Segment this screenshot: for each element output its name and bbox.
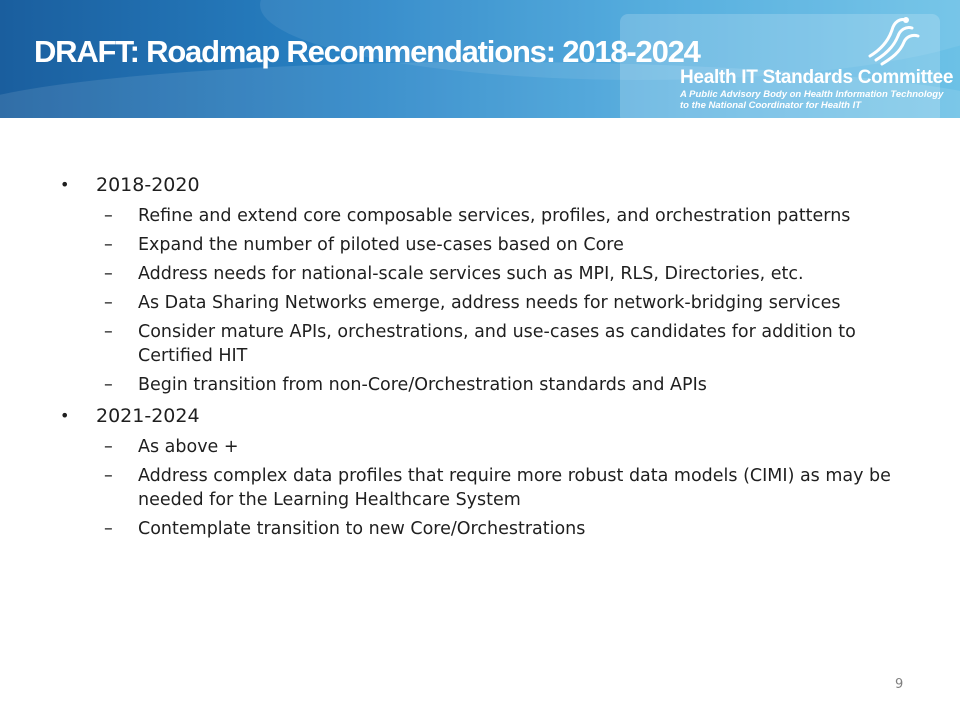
sub-bullet [60,233,898,257]
bullet-heading-text: 2021-2024 [96,405,200,427]
bullet-dot-icon: • [60,175,70,194]
dash-icon: – [104,264,113,284]
dash-icon: – [104,519,113,539]
committee-subtitle-line: A Public Advisory Body on Health Information Technology [680,89,944,100]
dash-icon: – [104,293,113,313]
bullet-heading [60,403,920,429]
dash-icon: – [104,437,113,457]
committee-name: Health IT Standards Committee [680,67,954,88]
sub-bullet [60,464,898,512]
sub-bullet-text: Contemplate transition to new Core/Orchestrations [138,519,586,539]
dash-icon: – [104,206,113,226]
sub-bullet-text: Expand the number of piloted use-cases based on Core [138,235,624,255]
sub-bullet [60,373,898,397]
sub-bullet [60,320,898,368]
sub-bullet [60,262,898,286]
sub-bullet-text: Refine and extend core composable services, profiles, and orchestration patterns [138,206,851,226]
sub-bullet-text: Address needs for national-scale services such as MPI, RLS, Directories, etc. [138,264,804,284]
dash-icon: – [104,466,113,486]
bullet-dot-icon: • [60,406,70,425]
slide-body [60,172,920,547]
dash-icon: – [104,375,113,395]
sub-bullet [60,291,898,315]
slide-title: DRAFT: Roadmap Recommendations: 2018-2024 [34,34,700,69]
page-number: 9 [895,677,904,692]
hhs-eagle-seal-icon [862,12,924,68]
dash-icon: – [104,322,113,342]
sub-bullet-text: Consider mature APIs, orchestrations, and use-cases as candidates for addition to Certified HIT [138,322,856,366]
slide-header [0,0,960,118]
sub-bullet-text: Begin transition from non-Core/Orchestration standards and APIs [138,375,707,395]
sub-bullet-list [60,204,920,397]
sub-bullet [60,517,898,541]
sub-bullet [60,204,898,228]
sub-bullet-list [60,435,920,541]
sub-bullet-text: As above + [138,437,239,457]
committee-subtitle-line: to the National Coordinator for Health IT [680,100,862,111]
bullet-heading-text: 2018-2020 [96,174,200,196]
sub-bullet-text: As Data Sharing Networks emerge, address needs for network-bridging services [138,293,841,313]
sub-bullet [60,435,898,459]
committee-subtitle [680,89,943,111]
sub-bullet-text: Address complex data profiles that require more robust data models (CIMI) as may be needed for the Learning Healthcare System [138,466,891,510]
dash-icon: – [104,235,113,255]
bullet-heading [60,172,920,198]
